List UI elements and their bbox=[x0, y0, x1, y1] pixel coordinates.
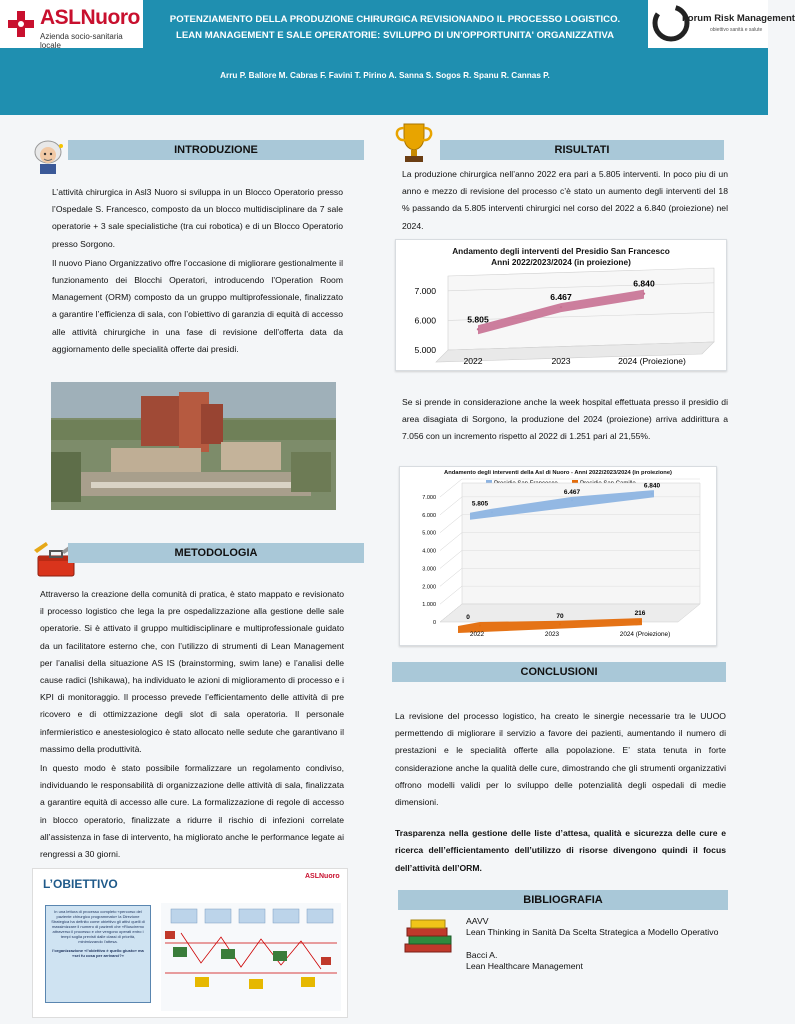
chart2-point bbox=[559, 623, 561, 625]
introduzione-text bbox=[52, 184, 343, 360]
chart2-point bbox=[571, 499, 573, 501]
chart1-data-label: 6.840 bbox=[633, 278, 655, 289]
chart1-plot bbox=[396, 240, 726, 370]
chart2-ytick-label: 0 bbox=[432, 620, 436, 626]
chart2-point bbox=[491, 511, 493, 513]
chart2-ytick-label: 1.000 bbox=[422, 602, 436, 609]
chart2-ytick-label: 3.000 bbox=[422, 566, 436, 573]
chart-san-francesco bbox=[395, 239, 727, 371]
chart1-ytick-label: 5.000 bbox=[414, 345, 436, 355]
metodologia-heading: METODOLOGIA bbox=[68, 543, 364, 563]
chart1-ytick-label: 6.000 bbox=[414, 315, 436, 326]
chart2-data-label: 70 bbox=[556, 612, 564, 620]
chart2-xtick-label: 2024 (Proiezione) bbox=[619, 631, 671, 638]
obiettivo-slide bbox=[32, 868, 348, 1018]
risultati-paragraph-1: La produzione chirurgica nell’anno 2022 era pari a 5.805 interventi. In poco piu di un anno e mezzo di revisione del processo c’è stato un aumento degli interventi del 18 % passando da 5.805 interventi chirurgici nel corso del 2022 a 6.840 (proiezione) nel 2024. bbox=[402, 169, 728, 231]
forum-logo-tagline: obiettivo sanità e salute bbox=[710, 27, 763, 33]
chart2-point bbox=[639, 621, 641, 623]
conclusioni-text bbox=[395, 708, 726, 879]
poster-title-line1: POTENZIAMENTO DELLA PRODUZIONE CHIRURGICA REVISIONANDO IL PROCESSO LOGISTICO. bbox=[169, 14, 621, 25]
chart2-grid-diag bbox=[440, 533, 462, 551]
bib-work: Lean Thinking in Sanità Da Scelta Strategica a Modello Operativo bbox=[466, 927, 719, 937]
metodologia-paragraph-1: Attraverso la creazione della comunità di pratica, è stato mappato e revisionato il processo logistico che lega la pre ospedalizzazione alla gestione delle sale operatorie. Si è attivato il gruppo multidisciplinare e multiprofessionale guidato da un facilitatore esterno che, con l’utilizzo di strumenti di Lean Management per l’analisi della situazione AS IS (brainstorming, swim lane) e l’analisi delle cause radici (Ishikawa), ha individuato le azioni di miglioramento di processo e i KPI di monitoraggio. Il processo prevede l’efficientamento delle attività di pre ricovero e di ottimizzazione degli slot di sala operatoria. Il personale infermieristico e anestesiologico è stato allocato nelle sedute che garantivano il massimo della produttività. bbox=[40, 589, 344, 754]
poster-title-line2: LEAN MANAGEMENT E SALE OPERATORIE: SVILUPPO DI UN'OPPORTUNITA' ORGANIZZATIVA bbox=[175, 30, 615, 41]
chart1-xtick-label: 2024 (Proiezione) bbox=[618, 356, 686, 366]
chart1-ytick-label: 7.000 bbox=[414, 285, 436, 296]
bib-work: Lean Healthcare Management bbox=[466, 961, 583, 971]
chart2-ytick-label: 6.000 bbox=[422, 512, 436, 519]
chart1-point bbox=[643, 292, 645, 294]
chart2-grid-diag bbox=[440, 568, 462, 586]
chart1-data-label: 5.805 bbox=[467, 314, 489, 325]
conclusioni-paragraph-2: Trasparenza nella gestione delle liste d’attesa, qualità e sicurezza delle cure e ricerca dell’efficientamento dell’utilizzo di risorse divengono quindi il focus dell’attività dell’ORM. bbox=[395, 828, 726, 873]
chart1-title-line2: Anni 2022/2023/2024 (in proiezione) bbox=[491, 257, 631, 267]
risultati-paragraph-2: Se si prende in considerazione anche la week hospital effettuata presso il presidio di area disagiata di Sorgono, la produzione del 2024 (proiezione) arriva addirittura a 7.056 con un incremento rispetto al 2022 di 1.251 pari al 21,55%. bbox=[402, 397, 728, 442]
chart2-point bbox=[651, 493, 653, 495]
chart2-xtick-label: 2023 bbox=[544, 631, 560, 638]
chart2-data-label: 6.467 bbox=[563, 488, 581, 496]
chart1-xtick-label: 2023 bbox=[551, 356, 571, 366]
obiettivo-textbox bbox=[45, 905, 151, 1003]
forum-risk-logo bbox=[648, 0, 795, 48]
chart2-ytick-label: 5.000 bbox=[422, 530, 436, 537]
chart2-grid-diag bbox=[440, 586, 462, 604]
chart2-grid-diag bbox=[440, 479, 462, 497]
chart2-ytick-label: 4.000 bbox=[422, 548, 436, 555]
chart1-back-wall bbox=[448, 268, 714, 350]
chart2-data-label: 216 bbox=[634, 610, 646, 618]
obiettivo-question: l’organizzazione «l’obiettivo è quello giusto» ma «sei fu cosa per arrivarci?» bbox=[52, 948, 144, 958]
books-icon bbox=[401, 916, 457, 956]
chart2-title: Andamento degli interventi della Asl di Nuoro - Anni 2022/2023/2024 (in proiezione) bbox=[444, 470, 672, 476]
org-subtitle: Azienda socio-sanitaria locale bbox=[40, 32, 123, 50]
chart2-floor bbox=[440, 604, 700, 622]
metodologia-text bbox=[40, 586, 344, 865]
bib-author: Bacci A. bbox=[466, 950, 498, 960]
bib-author: AAVV bbox=[466, 916, 489, 926]
introduzione-paragraph-1: L’attività chirurgica in Asl3 Nuoro si sviluppa in un Blocco Operatorio presso l’Ospedale S. Francesco, composto da un blocco multidisciplinare da 7 sale operatorie + 3 sale specialistiche (tra cui robotica) e di un Blocco Operatorio presso Sorgono. bbox=[52, 187, 343, 249]
asl-cross-icon bbox=[6, 9, 36, 39]
asl-nuoro-logo bbox=[0, 0, 143, 48]
bibliografia-item-2 bbox=[466, 950, 583, 972]
introduzione-paragraph-2: Il nuovo Piano Organizzativo offre l’occasione di migliorare gestionalmente il funzionamento dei Blocchi Operatori, introducendo l’Operation Room Management (ORM) composto da un gruppo multiprofessionale, finalizzato a garantire l’efficienza di sala, con l’obiettivo di garanzia di equità di accesso alle attività chirurgiche in una fase di revisione dell’offerta data da aggiornamento delle specialità offerte dai presidi. bbox=[52, 257, 343, 354]
process-swimlane-diagram bbox=[161, 903, 341, 1011]
risultati-heading: RISULTATI bbox=[440, 140, 724, 160]
authors: Arru P. Ballore M. Cabras F. Favini T. Pirino A. Sanna S. Sogos R. Spanu R. Cannas P. bbox=[220, 71, 550, 80]
chart1-title-line1: Andamento degli interventi del Presidio San Francesco bbox=[452, 246, 670, 256]
chart2-xtick-label: 2022 bbox=[469, 631, 485, 638]
chart1-xtick-label: 2022 bbox=[463, 356, 483, 366]
chart1-point bbox=[477, 328, 479, 330]
hospital-aerial-photo bbox=[51, 382, 336, 510]
conclusioni-paragraph-1: La revisione del processo logistico, ha creato le sinergie necessarie tra le UUOO permettendo di migliorare il servizio a favore dei pazienti, aumentando il numero di prestazioni e le specialità offerte alla popolazione. E’ stata tenuta in forte considerazione anche la qualità delle cure, dimostrando che gli strumenti organizzativi offrono modelli validi per lo sviluppo delle potenzialità degli ospedali di medie dimensioni. bbox=[395, 711, 726, 808]
chart2-point bbox=[479, 625, 481, 627]
obiettivo-title: L’OBIETTIVO bbox=[43, 877, 118, 891]
introduzione-heading: INTRODUZIONE bbox=[68, 140, 364, 160]
chart2-grid-diag bbox=[440, 497, 462, 515]
chart2-ytick-label: 7.000 bbox=[422, 495, 436, 501]
chart2-grid-diag bbox=[440, 515, 462, 533]
obiettivo-text: In una lettura di processo completo «percorso del paziente chirurgico programmato» la Direzione Strategica ha definito come obiettivo gli attivi quelli di massimizzare il numero di pazienti che «Riusciremo attraverso il processo e che vengono operati entro i tempi soglia previsti dalle classi di priorità, minimizzando l’attesa. bbox=[51, 909, 145, 944]
chart2-data-label: 0 bbox=[466, 614, 470, 621]
conclusioni-heading: CONCLUSIONI bbox=[392, 662, 726, 682]
trophy-icon bbox=[392, 120, 436, 164]
bibliografia-heading: BIBLIOGRAFIA bbox=[398, 890, 728, 910]
org-name: ASLNuoro bbox=[40, 6, 140, 29]
chart1-point bbox=[560, 306, 562, 308]
metodologia-paragraph-2: In questo modo è stato possibile formalizzare un regolamento condiviso, individuando le responsabilità di organizzazione delle attività di sala, finalizzata a garantire equità di accesso alle cure. La formalizzazione di regole di accesso in blocco operatorio, finalizzate a ridurre il rischio di infezioni correlate all’assistenza in fase di intervento, ha migliorato anche le performance legate ai rengressi a 30 giorni. bbox=[40, 763, 344, 860]
obiettivo-logo: ASLNuoro bbox=[305, 873, 340, 880]
chart-asl-nuoro bbox=[399, 466, 717, 646]
bibliografia-item-1 bbox=[466, 916, 718, 938]
chart2-ytick-label: 2.000 bbox=[422, 584, 436, 591]
chart2-data-label: 6.840 bbox=[643, 482, 661, 490]
chart1-data-label: 6.467 bbox=[550, 292, 572, 303]
chart2-data-label: 5.805 bbox=[471, 500, 489, 508]
forum-logo-text: Forum Risk Management bbox=[682, 13, 795, 24]
chart2-grid-diag bbox=[440, 550, 462, 568]
einstein-icon bbox=[32, 138, 66, 174]
chart2-plot bbox=[400, 467, 716, 645]
